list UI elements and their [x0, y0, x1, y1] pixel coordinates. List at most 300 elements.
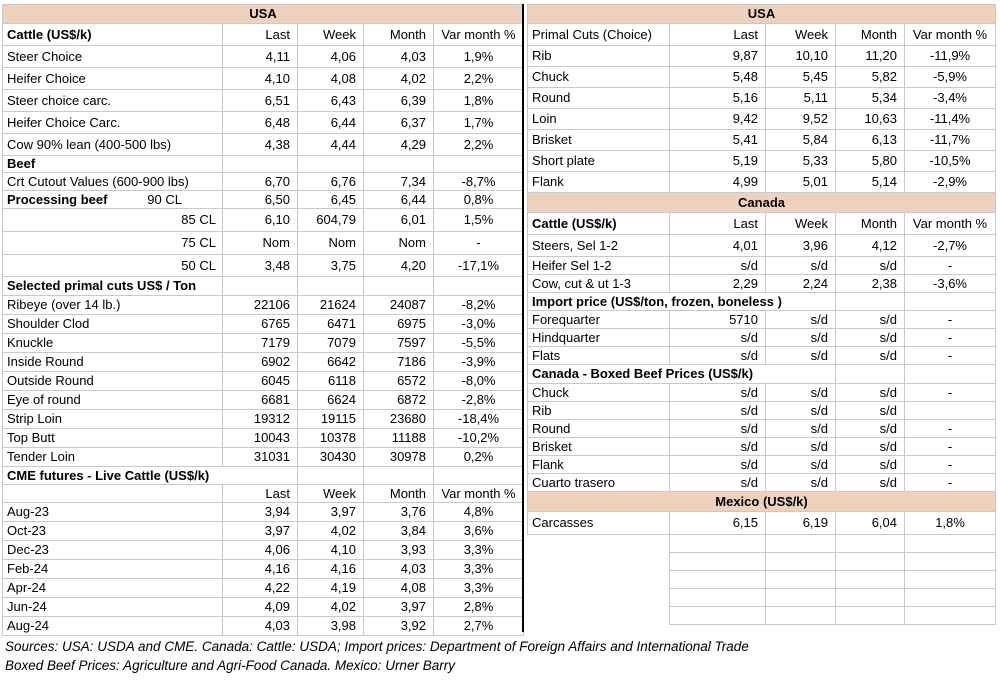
table-row — [528, 109, 996, 130]
value-cell: 4,08 — [298, 68, 364, 90]
value-cell: 1,9% — [434, 46, 524, 68]
table-row — [3, 467, 524, 485]
row-label: Flank — [528, 456, 670, 474]
value-cell: 5,14 — [836, 172, 905, 193]
value-cell: s/d — [836, 329, 905, 347]
value-cell: 3,3% — [434, 541, 524, 560]
value-cell: 1,7% — [434, 112, 524, 134]
empty-cell — [528, 535, 670, 553]
value-cell: 7,34 — [364, 173, 434, 191]
table-row — [3, 232, 524, 255]
column-header: Var month % — [905, 213, 996, 235]
value-cell: - — [905, 420, 996, 438]
table-row — [3, 372, 524, 391]
value-cell: s/d — [766, 329, 836, 347]
empty-cell — [836, 365, 905, 384]
value-cell: 19115 — [298, 410, 364, 429]
value-cell: -11,7% — [905, 130, 996, 151]
table-row — [528, 5, 996, 24]
value-cell: -3,0% — [434, 315, 524, 334]
value-cell: 5,48 — [670, 67, 766, 88]
value-cell: 6,48 — [223, 112, 298, 134]
row-label: Top Butt — [3, 429, 223, 448]
value-cell: 6,70 — [223, 173, 298, 191]
row-label: Brisket — [528, 438, 670, 456]
value-cell: 5710 — [670, 311, 766, 329]
column-header: Var month % — [434, 485, 524, 503]
sources-line-1: Sources: USA: USDA and CME. Canada: Cattle: USDA; Import prices: Department of Foreign Affairs and International Trade — [5, 639, 749, 654]
row-label: Brisket — [528, 130, 670, 151]
table-row — [528, 384, 996, 402]
value-cell: s/d — [670, 456, 766, 474]
value-cell: 11,20 — [836, 46, 905, 67]
value-cell: 4,03 — [364, 46, 434, 68]
table-row — [528, 275, 996, 293]
table-row — [3, 173, 524, 191]
empty-cell — [905, 293, 996, 311]
row-label: Aug-24 — [3, 617, 223, 636]
row-label: Cuarto trasero — [528, 474, 670, 492]
value-cell: 9,87 — [670, 46, 766, 67]
value-cell: 6,04 — [836, 512, 905, 535]
table-row — [528, 347, 996, 365]
column-header: Month — [836, 24, 905, 46]
value-cell: Nom — [364, 232, 434, 255]
value-cell: 2,29 — [670, 275, 766, 293]
row-label: Round — [528, 420, 670, 438]
empty-cell — [905, 571, 996, 589]
value-cell: 4,29 — [364, 134, 434, 156]
value-cell: s/d — [836, 420, 905, 438]
row-sublabel: 90 CL — [147, 191, 182, 207]
row-label: Flank — [528, 172, 670, 193]
empty-cell — [836, 293, 905, 311]
column-header-label — [3, 485, 223, 503]
value-cell: 1,5% — [434, 209, 524, 232]
table-row — [3, 448, 524, 467]
table-row — [528, 474, 996, 492]
region-band: Canada — [528, 193, 996, 213]
empty-cell — [766, 589, 836, 607]
empty-cell — [298, 156, 364, 173]
empty-cell — [528, 571, 670, 589]
table-row — [3, 191, 524, 209]
section-label: Import price (US$/ton, frozen, boneless ) — [528, 293, 836, 311]
value-cell: 6624 — [298, 391, 364, 410]
value-cell: - — [905, 329, 996, 347]
value-cell: 4,99 — [670, 172, 766, 193]
table-row — [528, 67, 996, 88]
empty-cell — [364, 277, 434, 296]
value-cell: 4,02 — [298, 598, 364, 617]
value-cell: 4,09 — [223, 598, 298, 617]
row-label: Outside Round — [3, 372, 223, 391]
value-cell: 6765 — [223, 315, 298, 334]
table-row — [528, 88, 996, 109]
value-cell: -2,9% — [905, 172, 996, 193]
value-cell: 6,15 — [670, 512, 766, 535]
value-cell: 4,11 — [223, 46, 298, 68]
value-cell: 22106 — [223, 296, 298, 315]
table-row — [3, 353, 524, 372]
row-label: Steer Choice — [3, 46, 223, 68]
value-cell: 30978 — [364, 448, 434, 467]
value-cell: 4,8% — [434, 503, 524, 522]
value-cell: 6642 — [298, 353, 364, 372]
value-cell: s/d — [670, 347, 766, 365]
table-row — [528, 492, 996, 512]
empty-cell — [905, 553, 996, 571]
value-cell: 4,02 — [364, 68, 434, 90]
row-label: Chuck — [528, 67, 670, 88]
row-label: Aug-23 — [3, 503, 223, 522]
value-cell: 4,06 — [298, 46, 364, 68]
value-cell: 7597 — [364, 334, 434, 353]
value-cell: 6,44 — [298, 112, 364, 134]
value-cell: s/d — [766, 420, 836, 438]
row-label: Tender Loin — [3, 448, 223, 467]
table-row — [3, 112, 524, 134]
table-row — [528, 130, 996, 151]
value-cell: - — [905, 384, 996, 402]
empty-cell — [766, 571, 836, 589]
value-cell: s/d — [766, 438, 836, 456]
value-cell: s/d — [670, 420, 766, 438]
value-cell: s/d — [836, 257, 905, 275]
row-label: Crt Cutout Values (600-900 lbs) — [3, 173, 223, 191]
column-header: Week — [298, 24, 364, 46]
value-cell: s/d — [766, 402, 836, 420]
value-cell: 2,24 — [766, 275, 836, 293]
empty-cell — [298, 467, 364, 485]
table-row — [3, 296, 524, 315]
value-cell: 6572 — [364, 372, 434, 391]
value-cell: -11,9% — [905, 46, 996, 67]
value-cell: - — [905, 347, 996, 365]
value-cell: 3,96 — [766, 235, 836, 257]
value-cell: s/d — [836, 474, 905, 492]
value-cell: 3,3% — [434, 560, 524, 579]
column-header: Month — [364, 24, 434, 46]
table-row — [528, 535, 996, 553]
column-header: Week — [766, 24, 836, 46]
value-cell: 2,2% — [434, 134, 524, 156]
value-cell: 5,16 — [670, 88, 766, 109]
row-label: Knuckle — [3, 334, 223, 353]
value-cell: 19312 — [223, 410, 298, 429]
row-label: Jun-24 — [3, 598, 223, 617]
value-cell: 10378 — [298, 429, 364, 448]
row-label: Short plate — [528, 151, 670, 172]
row-label: Flats — [528, 347, 670, 365]
value-cell: 4,03 — [364, 560, 434, 579]
row-label: 50 CL — [3, 255, 223, 277]
value-cell: 7179 — [223, 334, 298, 353]
value-cell: - — [905, 438, 996, 456]
table-divider — [522, 4, 524, 632]
table-row — [3, 560, 524, 579]
value-cell — [905, 402, 996, 420]
table-row — [3, 90, 524, 112]
empty-cell — [766, 535, 836, 553]
value-cell: -10,2% — [434, 429, 524, 448]
value-cell: 31031 — [223, 448, 298, 467]
row-label: Oct-23 — [3, 522, 223, 541]
table-row — [3, 579, 524, 598]
value-cell: 6045 — [223, 372, 298, 391]
value-cell: -3,4% — [905, 88, 996, 109]
value-cell: 24087 — [364, 296, 434, 315]
value-cell: 3,92 — [364, 617, 434, 636]
empty-cell — [670, 589, 766, 607]
value-cell: 5,80 — [836, 151, 905, 172]
value-cell: Nom — [298, 232, 364, 255]
value-cell: 4,19 — [298, 579, 364, 598]
value-cell: -3,9% — [434, 353, 524, 372]
table-row — [528, 607, 996, 625]
value-cell: 0,8% — [434, 191, 524, 209]
value-cell: s/d — [766, 311, 836, 329]
empty-cell — [434, 467, 524, 485]
value-cell: 5,19 — [670, 151, 766, 172]
table-row — [3, 598, 524, 617]
table-row — [528, 512, 996, 535]
value-cell: s/d — [670, 438, 766, 456]
value-cell: s/d — [836, 384, 905, 402]
value-cell: 6872 — [364, 391, 434, 410]
value-cell: 4,44 — [298, 134, 364, 156]
empty-cell — [364, 156, 434, 173]
value-cell: -11,4% — [905, 109, 996, 130]
column-header: Week — [298, 485, 364, 503]
value-cell: 2,2% — [434, 68, 524, 90]
table-row — [528, 293, 996, 311]
value-cell: s/d — [836, 311, 905, 329]
table-row — [528, 193, 996, 213]
value-cell: 9,52 — [766, 109, 836, 130]
value-cell: 4,08 — [364, 579, 434, 598]
row-label: Cow 90% lean (400-500 lbs) — [3, 134, 223, 156]
value-cell: Nom — [223, 232, 298, 255]
table-row — [3, 5, 524, 24]
value-cell: -2,8% — [434, 391, 524, 410]
row-label: Feb-24 — [3, 560, 223, 579]
table-row — [528, 172, 996, 193]
value-cell: 4,20 — [364, 255, 434, 277]
value-cell: 6,13 — [836, 130, 905, 151]
value-cell: 6975 — [364, 315, 434, 334]
value-cell: 6,51 — [223, 90, 298, 112]
table-row — [528, 46, 996, 67]
value-cell: 3,76 — [364, 503, 434, 522]
table-row — [3, 156, 524, 173]
value-cell: 3,94 — [223, 503, 298, 522]
sources-line-2: Boxed Beef Prices: Agriculture and Agri-Food Canada. Mexico: Urner Barry — [5, 658, 455, 673]
value-cell: 4,10 — [223, 68, 298, 90]
value-cell: 3,6% — [434, 522, 524, 541]
row-label: Apr-24 — [3, 579, 223, 598]
table-row — [528, 329, 996, 347]
column-header: Last — [223, 485, 298, 503]
value-cell: s/d — [766, 257, 836, 275]
value-cell: 4,02 — [298, 522, 364, 541]
section-label: CME futures - Live Cattle (US$/k) — [3, 467, 298, 485]
row-label: Hindquarter — [528, 329, 670, 347]
value-cell: 6,45 — [298, 191, 364, 209]
empty-cell — [670, 607, 766, 625]
empty-cell — [434, 277, 524, 296]
table-row — [528, 257, 996, 275]
table-row — [3, 334, 524, 353]
value-cell: 7186 — [364, 353, 434, 372]
value-cell: 3,97 — [223, 522, 298, 541]
column-header: Last — [670, 24, 766, 46]
section-label: Beef — [3, 156, 223, 173]
value-cell: 604,79 — [298, 209, 364, 232]
table-row — [3, 503, 524, 522]
value-cell: 3,98 — [298, 617, 364, 636]
value-cell: 6,37 — [364, 112, 434, 134]
table-row — [3, 410, 524, 429]
value-cell: 10,63 — [836, 109, 905, 130]
row-label — [3, 191, 223, 209]
region-band: USA — [3, 5, 524, 24]
value-cell: - — [905, 456, 996, 474]
value-cell: 5,11 — [766, 88, 836, 109]
value-cell: 2,38 — [836, 275, 905, 293]
empty-cell — [905, 589, 996, 607]
column-header: Last — [223, 24, 298, 46]
row-label: Ribeye (over 14 lb.) — [3, 296, 223, 315]
value-cell: 6,44 — [364, 191, 434, 209]
value-cell: 6,01 — [364, 209, 434, 232]
value-cell: 11188 — [364, 429, 434, 448]
section-label: Selected primal cuts US$ / Ton — [3, 277, 223, 296]
table-row — [528, 24, 996, 46]
empty-cell — [434, 156, 524, 173]
value-cell: s/d — [766, 384, 836, 402]
value-cell: 0,2% — [434, 448, 524, 467]
value-cell: 6,43 — [298, 90, 364, 112]
table-row — [528, 438, 996, 456]
row-label: 85 CL — [3, 209, 223, 232]
column-header: Last — [670, 213, 766, 235]
value-cell: 3,3% — [434, 579, 524, 598]
value-cell: -17,1% — [434, 255, 524, 277]
empty-cell — [905, 365, 996, 384]
table-row — [3, 315, 524, 334]
value-cell: 5,45 — [766, 67, 836, 88]
value-cell: -8,7% — [434, 173, 524, 191]
value-cell: 6471 — [298, 315, 364, 334]
value-cell: s/d — [836, 456, 905, 474]
column-header-label: Cattle (US$/k) — [3, 24, 223, 46]
empty-cell — [905, 535, 996, 553]
value-cell: 1,8% — [434, 90, 524, 112]
value-cell: -10,5% — [905, 151, 996, 172]
value-cell: 4,16 — [298, 560, 364, 579]
table-row — [528, 571, 996, 589]
value-cell: 2,7% — [434, 617, 524, 636]
empty-cell — [836, 535, 905, 553]
row-label: Steers, Sel 1-2 — [528, 235, 670, 257]
value-cell: -8,0% — [434, 372, 524, 391]
table-row — [528, 365, 996, 384]
table-row — [3, 277, 524, 296]
value-cell: 7079 — [298, 334, 364, 353]
empty-cell — [766, 553, 836, 571]
column-header: Month — [364, 485, 434, 503]
value-cell: 30430 — [298, 448, 364, 467]
value-cell: 10043 — [223, 429, 298, 448]
row-label: Forequarter — [528, 311, 670, 329]
value-cell: 4,16 — [223, 560, 298, 579]
empty-cell — [528, 589, 670, 607]
row-label: Rib — [528, 402, 670, 420]
value-cell: 6681 — [223, 391, 298, 410]
value-cell: 5,33 — [766, 151, 836, 172]
empty-cell — [528, 607, 670, 625]
value-cell: -5,9% — [905, 67, 996, 88]
row-label: Rib — [528, 46, 670, 67]
table-row — [528, 311, 996, 329]
empty-cell — [223, 156, 298, 173]
row-label-text: Processing beef — [7, 191, 108, 207]
value-cell: 5,82 — [836, 67, 905, 88]
table-row — [3, 134, 524, 156]
row-label: Dec-23 — [3, 541, 223, 560]
value-cell: -8,2% — [434, 296, 524, 315]
row-label: Loin — [528, 109, 670, 130]
row-label: Eye of round — [3, 391, 223, 410]
column-header: Month — [836, 213, 905, 235]
table-row — [528, 589, 996, 607]
value-cell: 6902 — [223, 353, 298, 372]
value-cell: - — [434, 232, 524, 255]
table-row — [3, 209, 524, 232]
column-header: Var month % — [905, 24, 996, 46]
region-band: USA — [528, 5, 996, 24]
row-label: Heifer Choice — [3, 68, 223, 90]
value-cell: s/d — [670, 474, 766, 492]
table-row — [528, 151, 996, 172]
table-row — [528, 235, 996, 257]
value-cell: 5,34 — [836, 88, 905, 109]
value-cell: 6,39 — [364, 90, 434, 112]
primal-cuts-canada-mexico-table — [527, 4, 996, 625]
table-row — [3, 24, 524, 46]
usa-prices-table — [2, 4, 524, 636]
value-cell: 4,03 — [223, 617, 298, 636]
value-cell: 6118 — [298, 372, 364, 391]
value-cell: -2,7% — [905, 235, 996, 257]
value-cell: 2,8% — [434, 598, 524, 617]
table-row — [3, 541, 524, 560]
value-cell: 6,76 — [298, 173, 364, 191]
sources-footnote — [5, 637, 995, 675]
table-row — [528, 553, 996, 571]
value-cell: 23680 — [364, 410, 434, 429]
table-row — [3, 391, 524, 410]
value-cell: - — [905, 257, 996, 275]
column-header: Week — [766, 213, 836, 235]
table-row — [3, 255, 524, 277]
empty-cell — [223, 277, 298, 296]
value-cell: s/d — [766, 347, 836, 365]
table-row — [528, 420, 996, 438]
value-cell: -18,4% — [434, 410, 524, 429]
value-cell: s/d — [670, 329, 766, 347]
